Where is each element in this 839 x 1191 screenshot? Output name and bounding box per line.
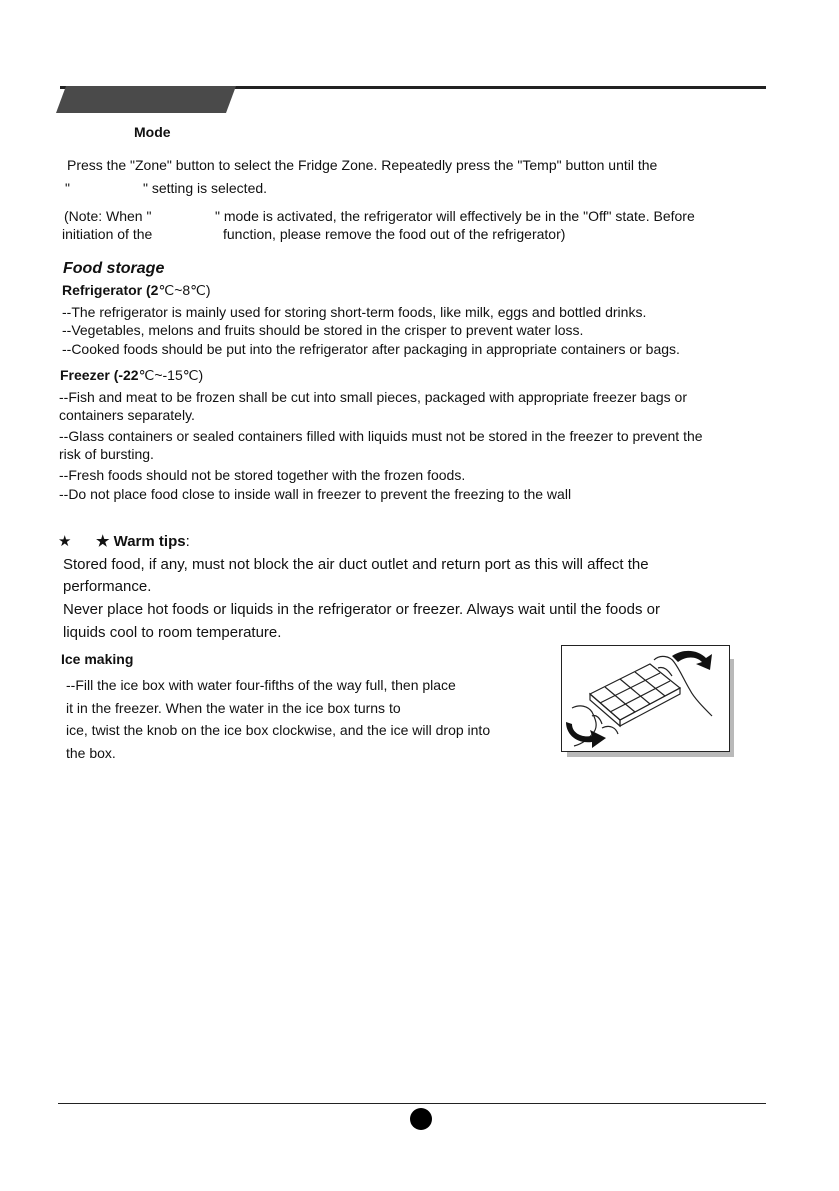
warm-tips-title: ★ Warm tips bbox=[96, 533, 186, 550]
warm-tips-heading bbox=[96, 533, 190, 551]
refrigerator-title-b: ℃~8 bbox=[158, 282, 191, 298]
star-icon: ★ bbox=[58, 533, 72, 550]
mode-note-line1: " mode is activated, the refrigerator will effectively be in the "Off" state. Before bbox=[215, 208, 695, 224]
ice-making-line: it in the freezer. When the water in the ice box turns to bbox=[66, 700, 401, 716]
mode-heading: Mode bbox=[134, 124, 171, 140]
freezer-title-b: ℃~-15 bbox=[138, 367, 183, 383]
refrigerator-line: --The refrigerator is mainly used for storing short-term foods, like milk, eggs and bottled drinks. bbox=[62, 304, 647, 320]
refrigerator-title-a: Refrigerator (2 bbox=[62, 282, 159, 298]
ice-making-line: ice, twist the knob on the ice box clockwise, and the ice will drop into bbox=[66, 722, 491, 738]
mode-instruction-line1: Press the "Zone" button to select the Fridge Zone. Repeatedly press the "Temp" button until the bbox=[67, 157, 658, 173]
freezer-line: --Do not place food close to inside wall in freezer to prevent the freezing to the wall bbox=[59, 486, 572, 502]
page-number-badge bbox=[410, 1108, 432, 1130]
refrigerator-title bbox=[62, 282, 211, 298]
mode-instruction-quote-open: " bbox=[65, 180, 70, 196]
ice-making-line: the box. bbox=[66, 745, 116, 761]
ice-making-heading: Ice making bbox=[61, 651, 134, 667]
mode-note-line1-open: (Note: When " bbox=[64, 208, 152, 224]
ice-making-line: --Fill the ice box with water four-fifths of the way full, then place bbox=[66, 677, 456, 693]
ice-tray-drawing bbox=[562, 646, 729, 751]
freezer-line: risk of bursting. bbox=[59, 446, 154, 462]
freezer-line: containers separately. bbox=[59, 407, 195, 423]
warm-tips-line: Stored food, if any, must not block the air duct outlet and return port as this will affect the bbox=[63, 556, 649, 573]
mode-note-line2-a: initiation of the bbox=[62, 226, 153, 242]
freezer-line: --Fresh foods should not be stored together with the frozen foods. bbox=[59, 467, 466, 483]
warm-tips-line: performance. bbox=[63, 578, 152, 595]
footer-rule bbox=[58, 1103, 766, 1104]
freezer-title-a: Freezer (-22 bbox=[60, 367, 139, 383]
mode-note-line2-b: function, please remove the food out of the refrigerator) bbox=[223, 226, 566, 242]
refrigerator-title-c: ℃) bbox=[190, 282, 211, 298]
freezer-title bbox=[60, 367, 203, 383]
mode-instruction-line2: " setting is selected. bbox=[143, 180, 268, 196]
freezer-line: --Fish and meat to be frozen shall be cut into small pieces, packaged with appropriate freezer bags or bbox=[59, 389, 687, 405]
warm-tips-colon: : bbox=[185, 533, 190, 550]
section-tab bbox=[56, 86, 236, 113]
freezer-line: --Glass containers or sealed containers filled with liquids must not be stored in the freezer to prevent the bbox=[59, 428, 703, 444]
freezer-title-c: ℃) bbox=[182, 367, 204, 383]
refrigerator-line: --Vegetables, melons and fruits should be stored in the crisper to prevent water loss. bbox=[62, 322, 584, 338]
food-storage-heading: Food storage bbox=[63, 260, 165, 277]
warm-tips-line: liquids cool to room temperature. bbox=[63, 624, 282, 641]
refrigerator-line: --Cooked foods should be put into the refrigerator after packaging in appropriate containers or bags. bbox=[62, 341, 680, 357]
ice-tray-illustration bbox=[561, 645, 730, 752]
warm-tips-line: Never place hot foods or liquids in the refrigerator or freezer. Always wait until the foods or bbox=[63, 601, 660, 618]
